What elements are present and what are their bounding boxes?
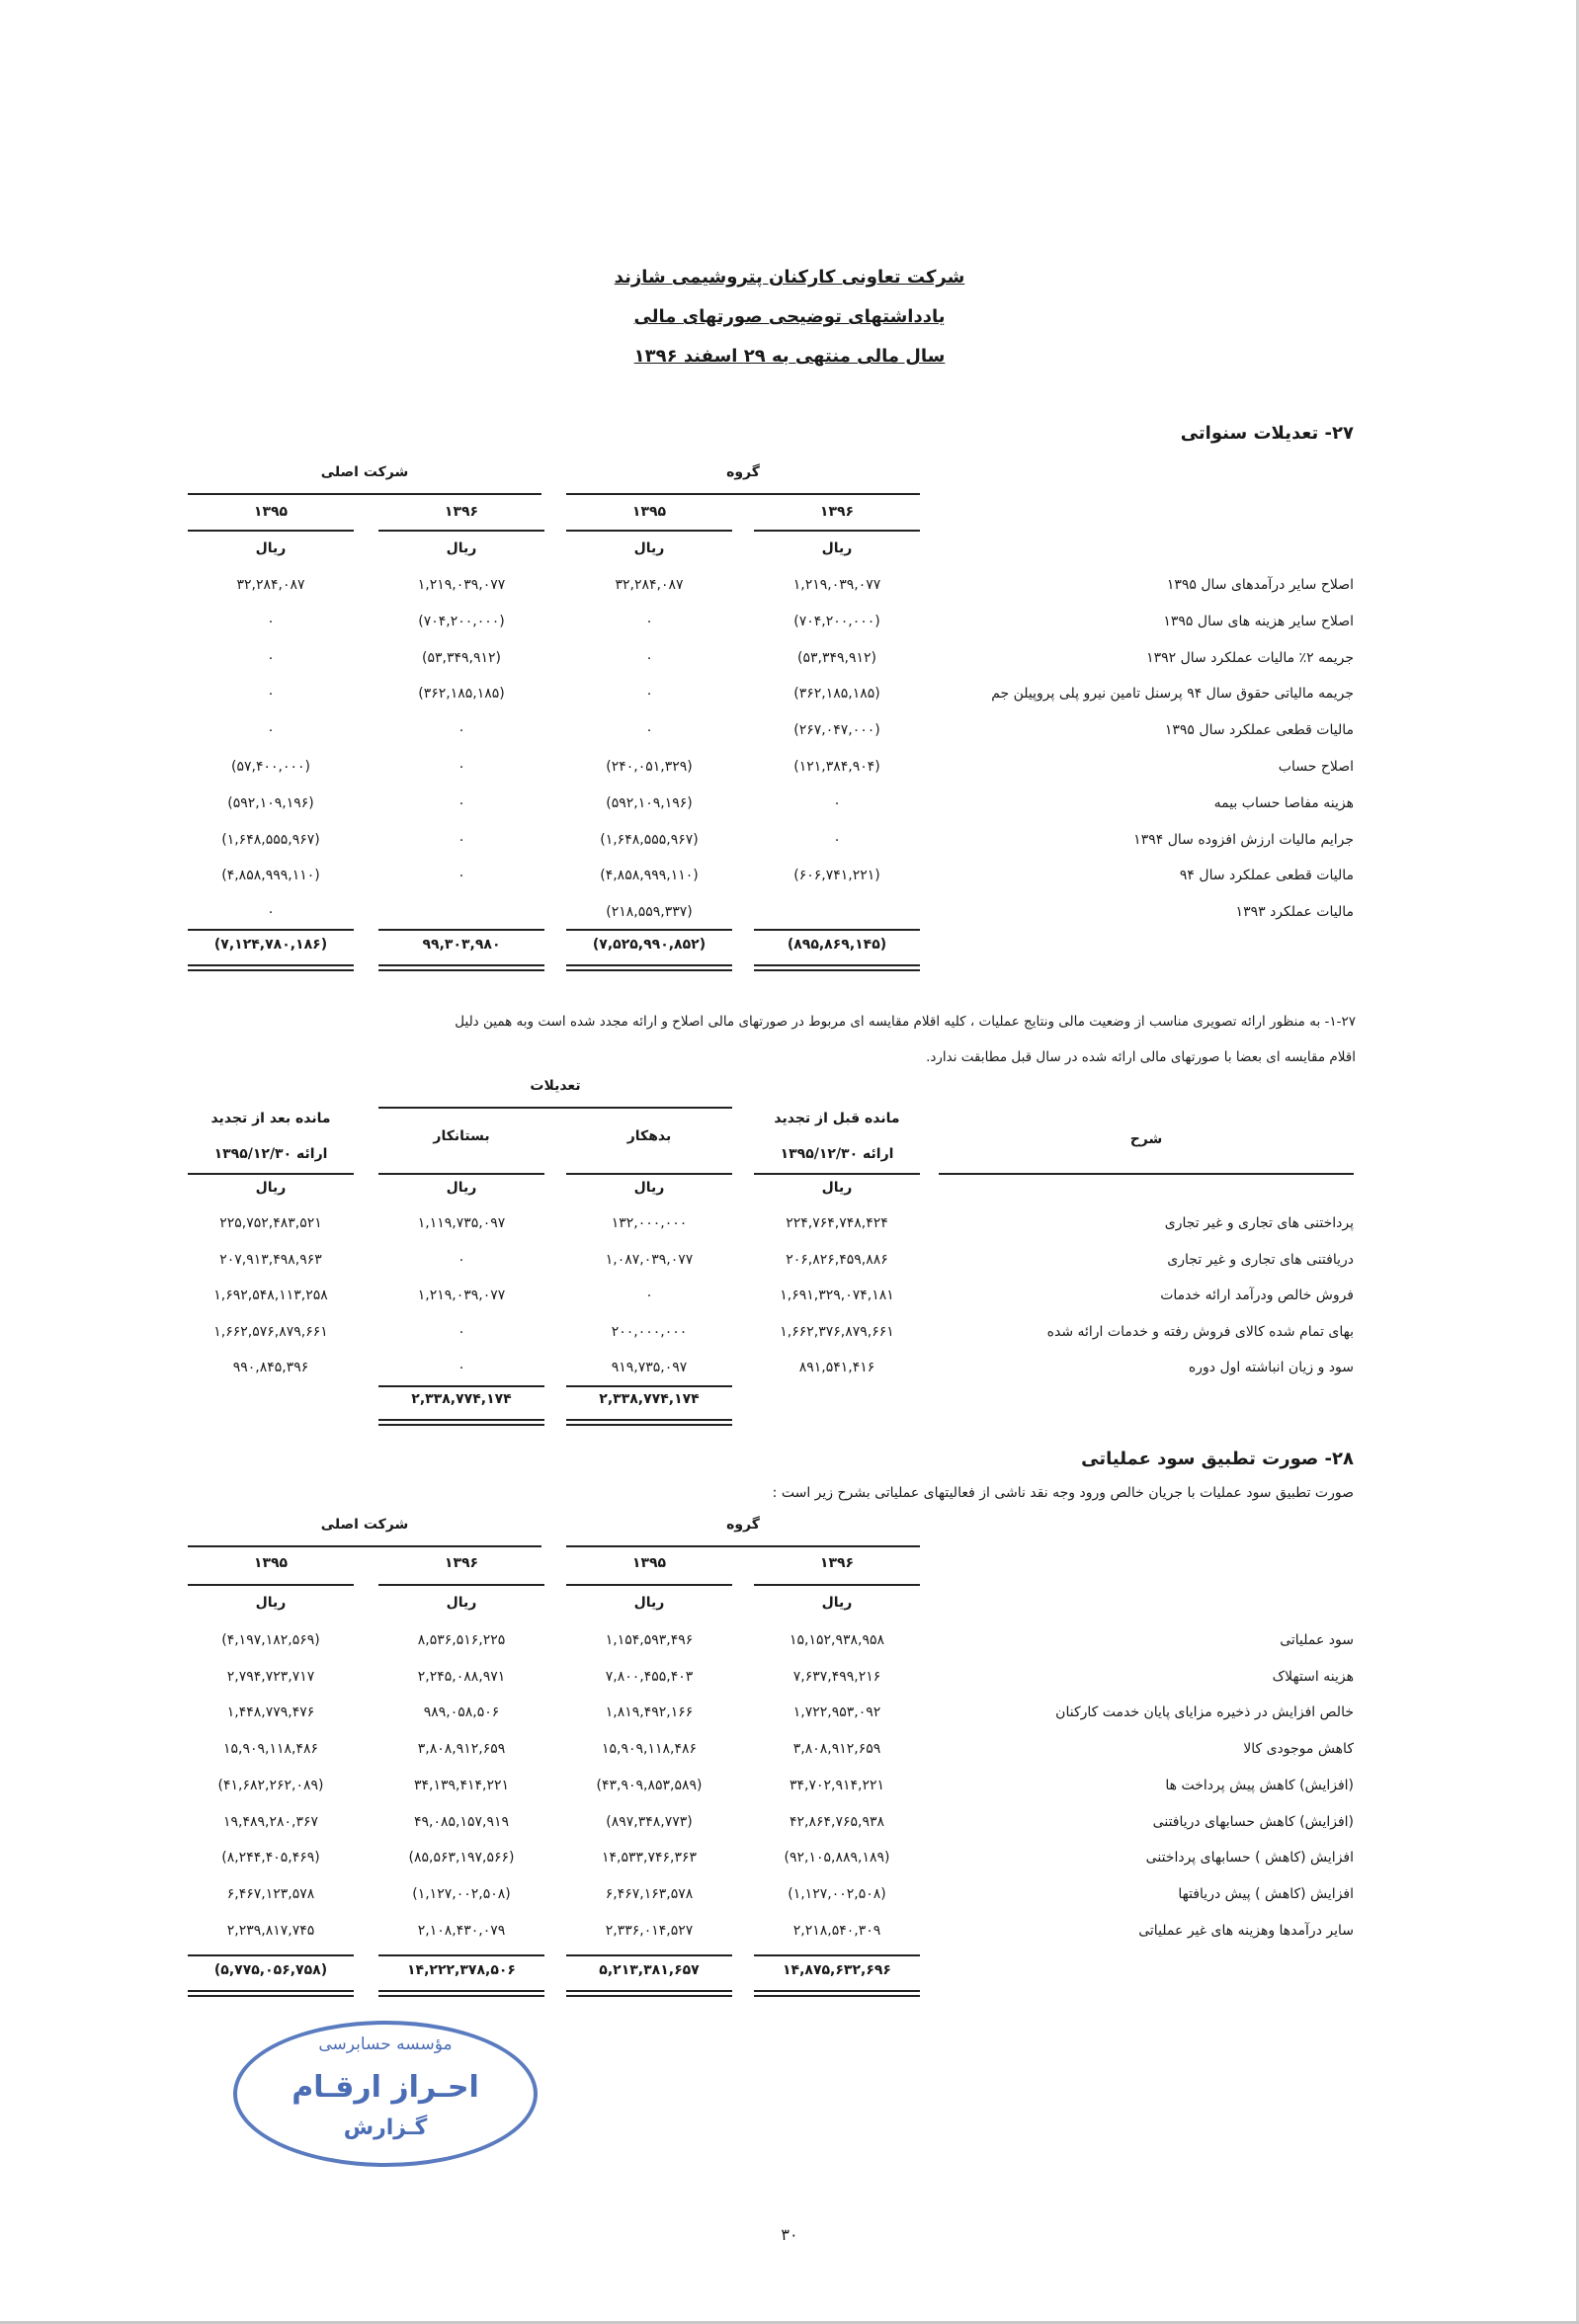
row-label: افزایش (کاهش ) حسابهای پرداختنی [1145,1850,1354,1867]
rule [378,1385,544,1387]
cell-value: ۰ [267,613,275,629]
double-rule [378,1990,544,1997]
total-value: ۹۹,۳۰۳,۹۸۰ [422,937,501,953]
cell-value: (۸۹۷,۳۴۸,۷۷۳) [606,1813,693,1830]
cell-value: ۰ [457,1360,465,1375]
rule [754,530,920,532]
cell-value: ۳۴,۱۳۹,۴۱۴,۲۲۱ [413,1777,510,1793]
col-description: شرح [1129,1131,1163,1147]
row-label: اصلاح سایر درآمدهای سال ۱۳۹۵ [1166,577,1354,593]
cell-value: ۰ [457,794,465,811]
cell-value: (۱,۶۴۸,۵۵۵,۹۶۷) [221,831,320,848]
row-label: افزایش (کاهش ) پیش دریافتها [1178,1885,1354,1902]
cell-value: ۲,۲۳۹,۸۱۷,۷۴۵ [226,1922,315,1939]
unit-label: ریال [821,540,853,556]
note-27-1-line1: ۱-۲۷- به منظور ارائه تصویری مناسب از وضعیت مالی ونتایج عملیات ، کلیه اقلام مقایسه ای مربوط در صورتهای مالی اصلاح و ارائه مجدد شده است وبه همین دلیل [455,1014,1356,1030]
row-label: (افزایش) کاهش پیش پرداخت ها [1165,1777,1354,1793]
cell-value: ۲۰۷,۹۱۳,۴۹۸,۹۶۳ [219,1251,322,1268]
year-header: ۱۳۹۶ [819,504,855,520]
row-label: پرداختنی های تجاری و غیر تجاری [1164,1215,1354,1231]
cell-value: ۰ [457,868,465,884]
cell-value: ۳۴,۷۰۲,۹۱۴,۲۲۱ [789,1777,885,1793]
unit-label: ریال [633,540,665,556]
cell-value: (۴,۸۵۸,۹۹۹,۱۱۰) [221,868,320,884]
cell-value: ۱,۱۱۹,۷۳۵,۰۹۷ [417,1215,506,1231]
year-header: ۱۳۹۵ [253,504,289,520]
row-label: خالص افزایش در ذخیره مزایای پایان خدمت کارکنان [1055,1704,1354,1721]
row-label: جریمه مالیاتی حقوق سال ۹۴ پرسنل تامین نیرو پلی پروپیلن جم [991,686,1354,703]
unit-label: ریال [255,1180,287,1196]
cell-value: ۱,۸۱۹,۴۹۲,۱۶۶ [605,1704,694,1721]
cell-value: ۲۲۴,۷۶۴,۷۴۸,۴۲۴ [786,1215,888,1231]
cell-value: (۱,۱۲۷,۰۰۲,۵۰۸) [412,1885,511,1902]
double-rule [566,1990,732,1997]
row-label: دریافتنی های تجاری و غیر تجاری [1167,1251,1354,1268]
stamp-bottom-text: گـزارش [343,2116,428,2140]
company-name: شرکت تعاونی کارکنان پتروشیمی شازند [614,267,965,288]
row-label: سود عملیاتی [1280,1632,1354,1648]
cell-value: ۰ [457,722,465,739]
cell-value: ۰ [645,613,653,629]
rule [754,1173,920,1175]
rule [754,1954,920,1956]
col-debit: بدهکار [626,1128,672,1144]
year-header: ۱۳۹۶ [819,1555,855,1571]
rule [188,1173,354,1175]
cell-value: (۴۱,۶۸۲,۲۶۲,۰۸۹) [217,1777,324,1793]
cell-value: ۱,۶۶۲,۳۷۶,۸۷۹,۶۶۱ [780,1323,894,1340]
cell-value: ۰ [267,904,275,921]
cell-value: ۰ [645,1287,653,1303]
total-value: (۵,۷۷۵,۰۵۶,۷۵۸) [213,1962,328,1978]
cell-value: ۲,۱۰۸,۴۳۰,۰۷۹ [417,1922,506,1939]
cell-value: (۸,۲۴۴,۴۰۵,۴۶۹) [221,1850,320,1867]
unit-label: ریال [633,1180,665,1196]
cell-value: ۳,۸۰۸,۹۱۲,۶۵۹ [417,1741,506,1758]
row-label: مالیات قطعی عملکرد سال ۱۳۹۵ [1164,722,1354,739]
rule [378,530,544,532]
col-after-2: ارائه ۱۳۹۵/۱۲/۳۰ [213,1146,328,1162]
cell-value: ۹۸۹,۰۵۸,۵۰۶ [423,1704,500,1721]
cell-value: ۱,۷۲۲,۹۵۳,۰۹۲ [792,1704,881,1721]
cell-value: ۱,۴۴۸,۷۷۹,۴۷۶ [226,1704,315,1721]
cell-value: ۴۲,۸۶۴,۷۶۵,۹۳۸ [789,1813,885,1830]
cell-value: ۱,۶۹۱,۳۲۹,۰۷۴,۱۸۱ [780,1287,894,1303]
note-27-1-line2: اقلام مقایسه ای بعضا با صورتهای مالی ارائه شده در سال قبل مطابقت ندارد. [926,1049,1356,1065]
cell-value: (۲۶۷,۰۴۷,۰۰۰) [793,722,880,739]
cell-value: ۱۹,۴۸۹,۲۸۰,۳۶۷ [222,1813,319,1830]
total-value: ۱۴,۲۲۲,۳۷۸,۵۰۶ [407,1962,516,1978]
row-label: هزینه مفاصا حساب بیمه [1213,794,1354,811]
year-header: ۱۳۹۶ [444,504,479,520]
section-28-intro: صورت تطبیق سود عملیات با جریان خالص ورود وجه نقد ناشی از فعالیتهای عملیاتی بشرح زیر است : [772,1485,1354,1501]
cell-value: (۱,۶۴۸,۵۵۵,۹۶۷) [600,831,699,848]
cell-value: ۰ [457,1251,465,1268]
cell-value: (۷۰۴,۲۰۰,۰۰۰) [793,613,880,629]
unit-label: ریال [446,540,477,556]
total-value: ۲,۳۳۸,۷۷۴,۱۷۴ [599,1391,700,1407]
cell-value: ۸,۵۳۶,۵۱۶,۲۲۵ [417,1632,506,1648]
adjustments-label: تعدیلات [530,1078,581,1094]
double-rule [566,964,732,971]
cell-value: ۰ [645,722,653,739]
double-rule [378,1419,544,1426]
double-rule [566,1419,732,1426]
cell-value: (۷۰۴,۲۰۰,۰۰۰) [418,613,505,629]
rule [566,530,732,532]
col-before-2: ارائه ۱۳۹۵/۱۲/۳۰ [780,1146,894,1162]
double-rule [378,964,544,971]
rule [188,530,354,532]
row-label: سود و زیان انباشته اول دوره [1188,1360,1354,1375]
total-value: ۲,۳۳۸,۷۷۴,۱۷۴ [411,1391,512,1407]
cell-value: (۵۹۲,۱۰۹,۱۹۶) [227,794,314,811]
cell-value: ۶,۴۶۷,۱۶۳,۵۷۸ [605,1885,694,1902]
cell-value: ۴۹,۰۸۵,۱۵۷,۹۱۹ [413,1813,510,1830]
section-27-title: ۲۷- تعدیلات سنواتی [1180,423,1354,444]
rule [378,929,544,931]
group-label-28: گروه [726,1517,760,1533]
rule [188,1954,354,1956]
cell-value: ۱,۶۶۲,۵۷۶,۸۷۹,۶۶۱ [213,1323,328,1340]
cell-value: ۷,۸۰۰,۴۵۵,۴۰۳ [605,1668,694,1685]
rule [378,1954,544,1956]
double-rule [188,1990,354,1997]
cell-value: ۱۵,۱۵۲,۹۳۸,۹۵۸ [789,1632,885,1648]
rule [566,1173,732,1175]
cell-value: ۲,۲۴۵,۰۸۸,۹۷۱ [417,1668,506,1685]
year-header: ۱۳۹۵ [253,1555,289,1571]
row-label: اصلاح سایر هزینه های سال ۱۳۹۵ [1163,613,1354,629]
cell-value: (۹۲,۱۰۵,۸۸۹,۱۸۹) [784,1850,890,1867]
double-rule [754,964,920,971]
cell-value: ۲۰۶,۸۲۶,۴۵۹,۸۸۶ [786,1251,888,1268]
cell-value: (۸۵,۵۶۳,۱۹۷,۵۶۶) [408,1850,515,1867]
double-rule [754,1990,920,1997]
cell-value: ۰ [267,649,275,666]
row-label: جریمه ۲٪ مالیات عملکرد سال ۱۳۹۲ [1146,649,1354,666]
cell-value: (۴۳,۹۰۹,۸۵۳,۵۸۹) [596,1777,703,1793]
col-credit: بستانکار [433,1128,490,1144]
col-after-1: مانده بعد از تجدید [210,1111,331,1126]
row-label: بهای تمام شده کالای فروش رفته و خدمات ارائه شده [1046,1323,1354,1340]
total-value: (۸۹۵,۸۶۹,۱۴۵) [787,937,887,953]
cell-value: ۱,۲۱۹,۰۳۹,۰۷۷ [417,1287,506,1303]
year-header: ۱۳۹۶ [444,1555,479,1571]
cell-value: (۶۰۶,۷۴۱,۲۲۱) [793,868,880,884]
unit-label: ریال [821,1595,853,1611]
unit-label: ریال [255,540,287,556]
rule [378,1584,544,1586]
rule [188,1584,354,1586]
stamp-top-text: مؤسسه حسابرسی [318,2034,453,2054]
document-subtitle: یادداشتهای توضیحی صورتهای مالی [633,306,946,327]
cell-value: (۴,۱۹۷,۱۸۲,۵۶۹) [221,1632,320,1648]
cell-value: ۰ [457,759,465,775]
cell-value: ۶,۴۶۷,۱۲۳,۵۷۸ [226,1885,315,1902]
row-label: فروش خالص ودرآمد ارائه خدمات [1160,1287,1354,1303]
cell-value: (۲۱۸,۵۵۹,۳۳۷) [606,904,693,921]
cell-value: ۱,۶۹۲,۵۴۸,۱۱۳,۲۵۸ [213,1287,328,1303]
row-label: هزینه استهلاک [1272,1668,1354,1685]
cell-value: ۳۲,۲۸۴,۰۸۷ [615,577,684,593]
rule [754,1584,920,1586]
cell-value: ۱۵,۹۰۹,۱۱۸,۴۸۶ [222,1741,319,1758]
rule [566,1385,732,1387]
cell-value: (۴,۸۵۸,۹۹۹,۱۱۰) [600,868,699,884]
cell-value: ۲,۷۹۴,۷۲۳,۷۱۷ [226,1668,315,1685]
cell-value: ۱,۱۵۴,۵۹۳,۴۹۶ [605,1632,694,1648]
cell-value: ۰ [457,1323,465,1340]
row-label: مالیات قطعی عملکرد سال ۹۴ [1179,868,1354,884]
cell-value: (۵۷,۴۰۰,۰۰۰) [231,759,310,775]
cell-value: ۰ [645,649,653,666]
cell-value: ۲۰۰,۰۰۰,۰۰۰ [611,1323,688,1340]
cell-value: ۱۵,۹۰۹,۱۱۸,۴۸۶ [601,1741,698,1758]
parent-company-label: شرکت اصلی [320,464,409,480]
cell-value: ۰ [267,722,275,739]
auditor-stamp [233,2021,538,2167]
cell-value: (۳۶۲,۱۸۵,۱۸۵) [418,686,505,703]
unit-label: ریال [255,1595,287,1611]
cell-value: ۳۲,۲۸۴,۰۸۷ [236,577,305,593]
rule [378,1173,544,1175]
cell-value: ۱۳۲,۰۰۰,۰۰۰ [611,1215,688,1231]
cell-value: (۵۳,۳۴۹,۹۱۲) [422,649,501,666]
rule [566,1584,732,1586]
rule [188,929,354,931]
row-label: سایر درآمدها وهزینه های غیر عملیاتی [1138,1922,1354,1939]
cell-value: ۱,۲۱۹,۰۳۹,۰۷۷ [792,577,881,593]
row-label: مالیات عملکرد ۱۳۹۳ [1235,904,1354,921]
row-label: جرایم مالیات ارزش افزوده سال ۱۳۹۴ [1133,831,1354,848]
total-value: ۱۴,۸۷۵,۶۳۲,۶۹۶ [783,1962,891,1978]
unit-label: ریال [446,1180,477,1196]
cell-value: ۰ [267,686,275,703]
row-label: (افزایش) کاهش حسابهای دریافتنی [1152,1813,1354,1830]
cell-value: ۹۱۹,۷۳۵,۰۹۷ [611,1360,688,1375]
row-label: اصلاح حساب [1278,759,1354,775]
col-before-1: مانده قبل از تجدید [774,1111,900,1126]
year-header: ۱۳۹۵ [631,504,667,520]
rule [566,1954,732,1956]
cell-value: ۲۲۵,۷۵۲,۴۸۳,۵۲۱ [219,1215,322,1231]
cell-value: ۲,۳۳۶,۰۱۴,۵۲۷ [605,1922,694,1939]
group-label: گروه [726,464,760,480]
cell-value: (۱۲۱,۳۸۴,۹۰۴) [793,759,880,775]
row-label: کاهش موجودی کالا [1243,1741,1354,1758]
cell-value: (۲۴۰,۰۵۱,۳۲۹) [606,759,693,775]
cell-value: ۹۹۰,۸۴۵,۳۹۶ [232,1360,309,1375]
unit-label: ریال [633,1595,665,1611]
total-value: ۵,۲۱۳,۳۸۱,۶۵۷ [599,1962,700,1978]
total-value: (۷,۵۲۵,۹۹۰,۸۵۲) [592,937,706,953]
fiscal-period: سال مالی منتهی به ۲۹ اسفند ۱۳۹۶ [633,346,946,367]
cell-value: ۱۴,۵۳۳,۷۴۶,۳۶۳ [601,1850,698,1867]
cell-value: ۰ [833,831,841,848]
cell-value: ۷,۶۳۷,۴۹۹,۲۱۶ [792,1668,881,1685]
stamp-middle-text: احـراز ارقـام [291,2070,479,2105]
cell-value: (۵۳,۳۴۹,۹۱۲) [797,649,876,666]
total-value: (۷,۱۲۴,۷۸۰,۱۸۶) [213,937,328,953]
section-28-title: ۲۸- صورت تطبیق سود عملیاتی [1081,1449,1354,1469]
year-header: ۱۳۹۵ [631,1555,667,1571]
cell-value: ۰ [645,686,653,703]
cell-value: ۱,۰۸۷,۰۳۹,۰۷۷ [605,1251,694,1268]
unit-label: ریال [821,1180,853,1196]
cell-value: ۲,۲۱۸,۵۴۰,۳۰۹ [792,1922,881,1939]
cell-value: ۱,۲۱۹,۰۳۹,۰۷۷ [417,577,506,593]
cell-value: (۳۶۲,۱۸۵,۱۸۵) [793,686,880,703]
rule [754,929,920,931]
cell-value: (۱,۱۲۷,۰۰۲,۵۰۸) [788,1885,886,1902]
cell-value: ۳,۸۰۸,۹۱۲,۶۵۹ [792,1741,881,1758]
cell-value: (۵۹۲,۱۰۹,۱۹۶) [606,794,693,811]
rule [939,1173,1354,1175]
cell-value: ۰ [833,794,841,811]
cell-value: ۰ [457,831,465,848]
cell-value: ۸۹۱,۵۴۱,۴۱۶ [798,1360,875,1375]
double-rule [188,964,354,971]
page-number: ۳۰ [781,2225,798,2244]
unit-label: ریال [446,1595,477,1611]
parent-company-label-28: شرکت اصلی [320,1517,409,1533]
rule [566,929,732,931]
